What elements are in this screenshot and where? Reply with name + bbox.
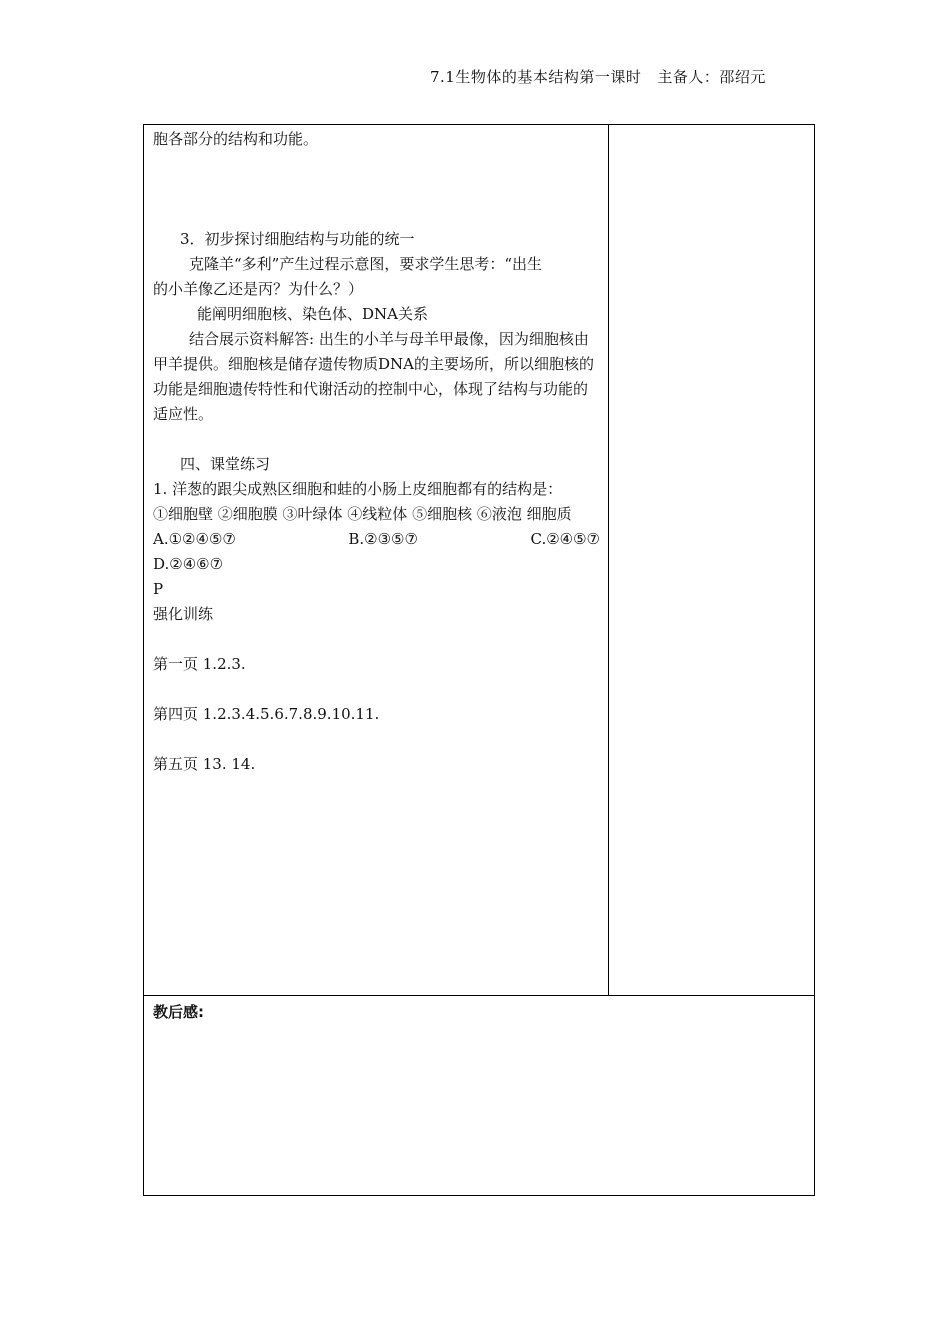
clone-question-line1: 克隆羊“多利”产生过程示意图，要求学生思考：“出生: [189, 255, 543, 273]
option-b: B.②③⑤⑦: [348, 530, 418, 548]
section4-title: 四、课堂练习: [180, 455, 271, 473]
p-mark: P: [153, 580, 164, 598]
training-title: 强化训练: [153, 605, 214, 623]
reflection-title: 教后感:: [153, 1003, 204, 1021]
page1-exercises: 第一页 1.2.3.: [153, 655, 246, 673]
option-c: C.②④⑤⑦: [530, 530, 600, 548]
section3-title: 3．初步探讨细胞结构与功能的统一: [180, 230, 415, 248]
option-a: A.①②④⑤⑦: [153, 530, 236, 548]
page4-exercises: 第四页 1.2.3.4.5.6.7.8.9.10.11.: [153, 705, 380, 723]
question1-options-row: [153, 527, 600, 552]
clone-question-line2: 的小羊像乙还是丙？为什么？）: [153, 280, 364, 298]
reflection-box: [143, 995, 815, 1196]
lesson-plan-table: [143, 124, 815, 996]
answer-text: 结合展示资料解答: 出生的小羊与母羊甲最像，因为细胞核由甲羊提供。细胞核是储存遗传物质DNA的主要场所，所以细胞核的功能是细胞遗传特性和代谢活动的控制中心，体现了结构与功能的适应性。: [153, 330, 594, 423]
teaching-content-cell: [144, 125, 608, 995]
continuation-text: 胞各部分的结构和功能。: [153, 130, 319, 148]
relation-line: 能阐明细胞核、染色体、DNA关系: [197, 305, 428, 323]
question1-stem: 1. 洋葱的跟尖成熟区细胞和蛙的小肠上皮细胞都有的结构是：: [153, 480, 563, 498]
answer-paragraph: [153, 327, 600, 427]
page-header: [430, 66, 766, 87]
notes-cell: [609, 125, 814, 995]
author-label: 主备人：邵绍元: [657, 68, 766, 86]
option-d: D.②④⑥⑦: [153, 555, 224, 573]
lesson-title: 7.1生物体的基本结构第一课时: [430, 68, 642, 86]
question1-items: ①细胞壁 ②细胞膜 ③叶绿体 ④线粒体 ⑤细胞核 ⑥液泡 细胞质: [153, 505, 572, 523]
page5-exercises: 第五页 13. 14.: [153, 755, 256, 773]
